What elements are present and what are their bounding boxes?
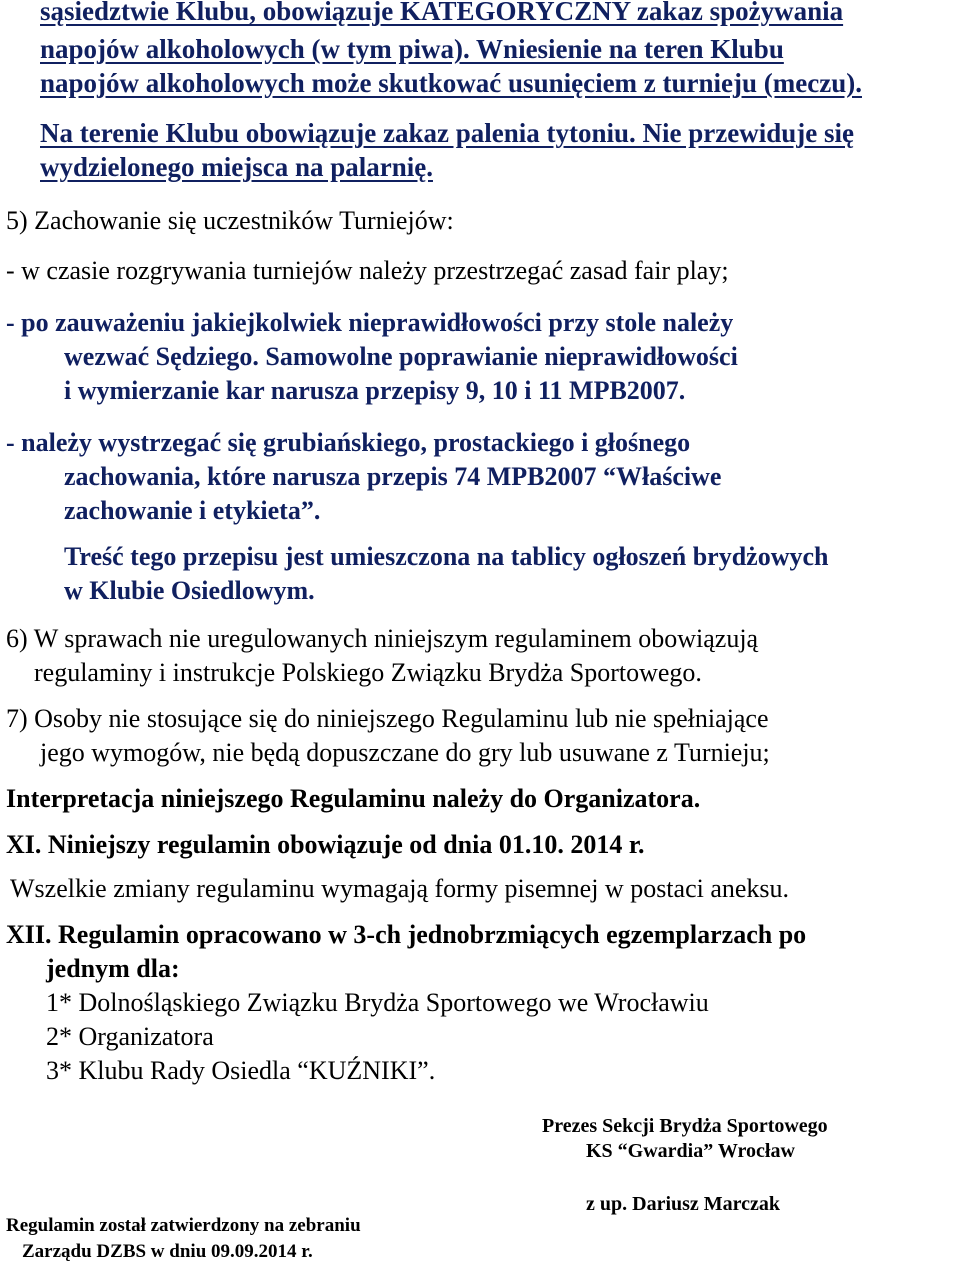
signature-name: z up. Dariusz Marczak xyxy=(586,1193,781,1215)
copy-list-item-1: 1* Dolnośląskiego Związku Brydża Sportowego we Wrocławiu xyxy=(46,988,709,1017)
intro-line-3: napojów alkoholowych może skutkować usunięciem z turnieju (meczu). xyxy=(40,68,862,98)
intro-line-4: Na terenie Klubu obowiązuje zakaz palenia tytoniu. Nie przewiduje się xyxy=(40,118,854,148)
signature-title: Prezes Sekcji Brydża Sportowego xyxy=(542,1115,828,1137)
section-5-item-1: - w czasie rozgrywania turniejów należy przestrzegać zasad fair play; xyxy=(6,256,729,285)
amendments-note: Wszelkie zmiany regulaminu wymagają formy pisemnej w postaci aneksu. xyxy=(10,874,790,903)
section-12-line-2: jednym dla: xyxy=(46,954,180,983)
intro-line-5: wydzielonego miejsca na palarnię. xyxy=(40,152,433,182)
signature-organization: KS “Gwardia” Wrocław xyxy=(586,1140,795,1162)
section-7-line-2: jego wymogów, nie będą dopuszczane do gry lub usuwane z Turnieju; xyxy=(40,738,770,767)
intro-line-1: sąsiedztwie Klubu, obowiązuje KATEGORYCZNY zakaz spożywania xyxy=(40,0,844,26)
interpretation-note: Interpretacja niniejszego Regulaminu należy do Organizatora. xyxy=(6,784,701,813)
section-5-item-2-line-2: wezwać Sędziego. Samowolne poprawianie nieprawidłowości xyxy=(64,342,738,371)
section-5-item-2-line-3: i wymierzanie kar narusza przepisy 9, 10 i 11 MPB2007. xyxy=(64,376,686,405)
copy-list-item-3: 3* Klubu Rady Osiedla “KUŹNIKI”. xyxy=(46,1056,436,1085)
section-5-item-2-line-1: - po zauważeniu jakiejkolwiek nieprawidłowości przy stole należy xyxy=(6,308,734,337)
section-5-heading: 5) Zachowanie się uczestników Turniejów: xyxy=(6,206,454,235)
section-6-line-2: regulaminy i instrukcje Polskiego Związku Brydża Sportowego. xyxy=(34,658,702,687)
section-5-note-line-1: Treść tego przepisu jest umieszczona na tablicy ogłoszeń brydżowych xyxy=(64,542,829,571)
approval-line-1: Regulamin został zatwierdzony na zebraniu xyxy=(6,1215,361,1236)
section-7-line-1: 7) Osoby nie stosujące się do niniejszego Regulaminu lub nie spełniające xyxy=(6,704,769,733)
intro-line-2: napojów alkoholowych (w tym piwa). Wniesienie na teren Klubu xyxy=(40,34,784,64)
section-12-line-1: XII. Regulamin opracowano w 3-ch jednobrzmiących egzemplarzach po xyxy=(6,920,807,949)
approval-line-2: Zarządu DZBS w dniu 09.09.2014 r. xyxy=(22,1241,313,1262)
section-5-item-3-line-2: zachowania, które narusza przepis 74 MPB2007 “Właściwe xyxy=(64,462,722,491)
section-5-item-3-line-1: - należy wystrzegać się grubiańskiego, prostackiego i głośnego xyxy=(6,428,691,457)
copy-list-item-2: 2* Organizatora xyxy=(46,1022,214,1051)
section-6-line-1: 6) W sprawach nie uregulowanych niniejszym regulaminem obowiązują xyxy=(6,624,759,653)
section-5-item-3-line-3: zachowanie i etykieta”. xyxy=(64,496,321,525)
section-5-note-line-2: w Klubie Osiedlowym. xyxy=(64,576,315,605)
section-11: XI. Niniejszy regulamin obowiązuje od dnia 01.10. 2014 r. xyxy=(6,830,645,859)
